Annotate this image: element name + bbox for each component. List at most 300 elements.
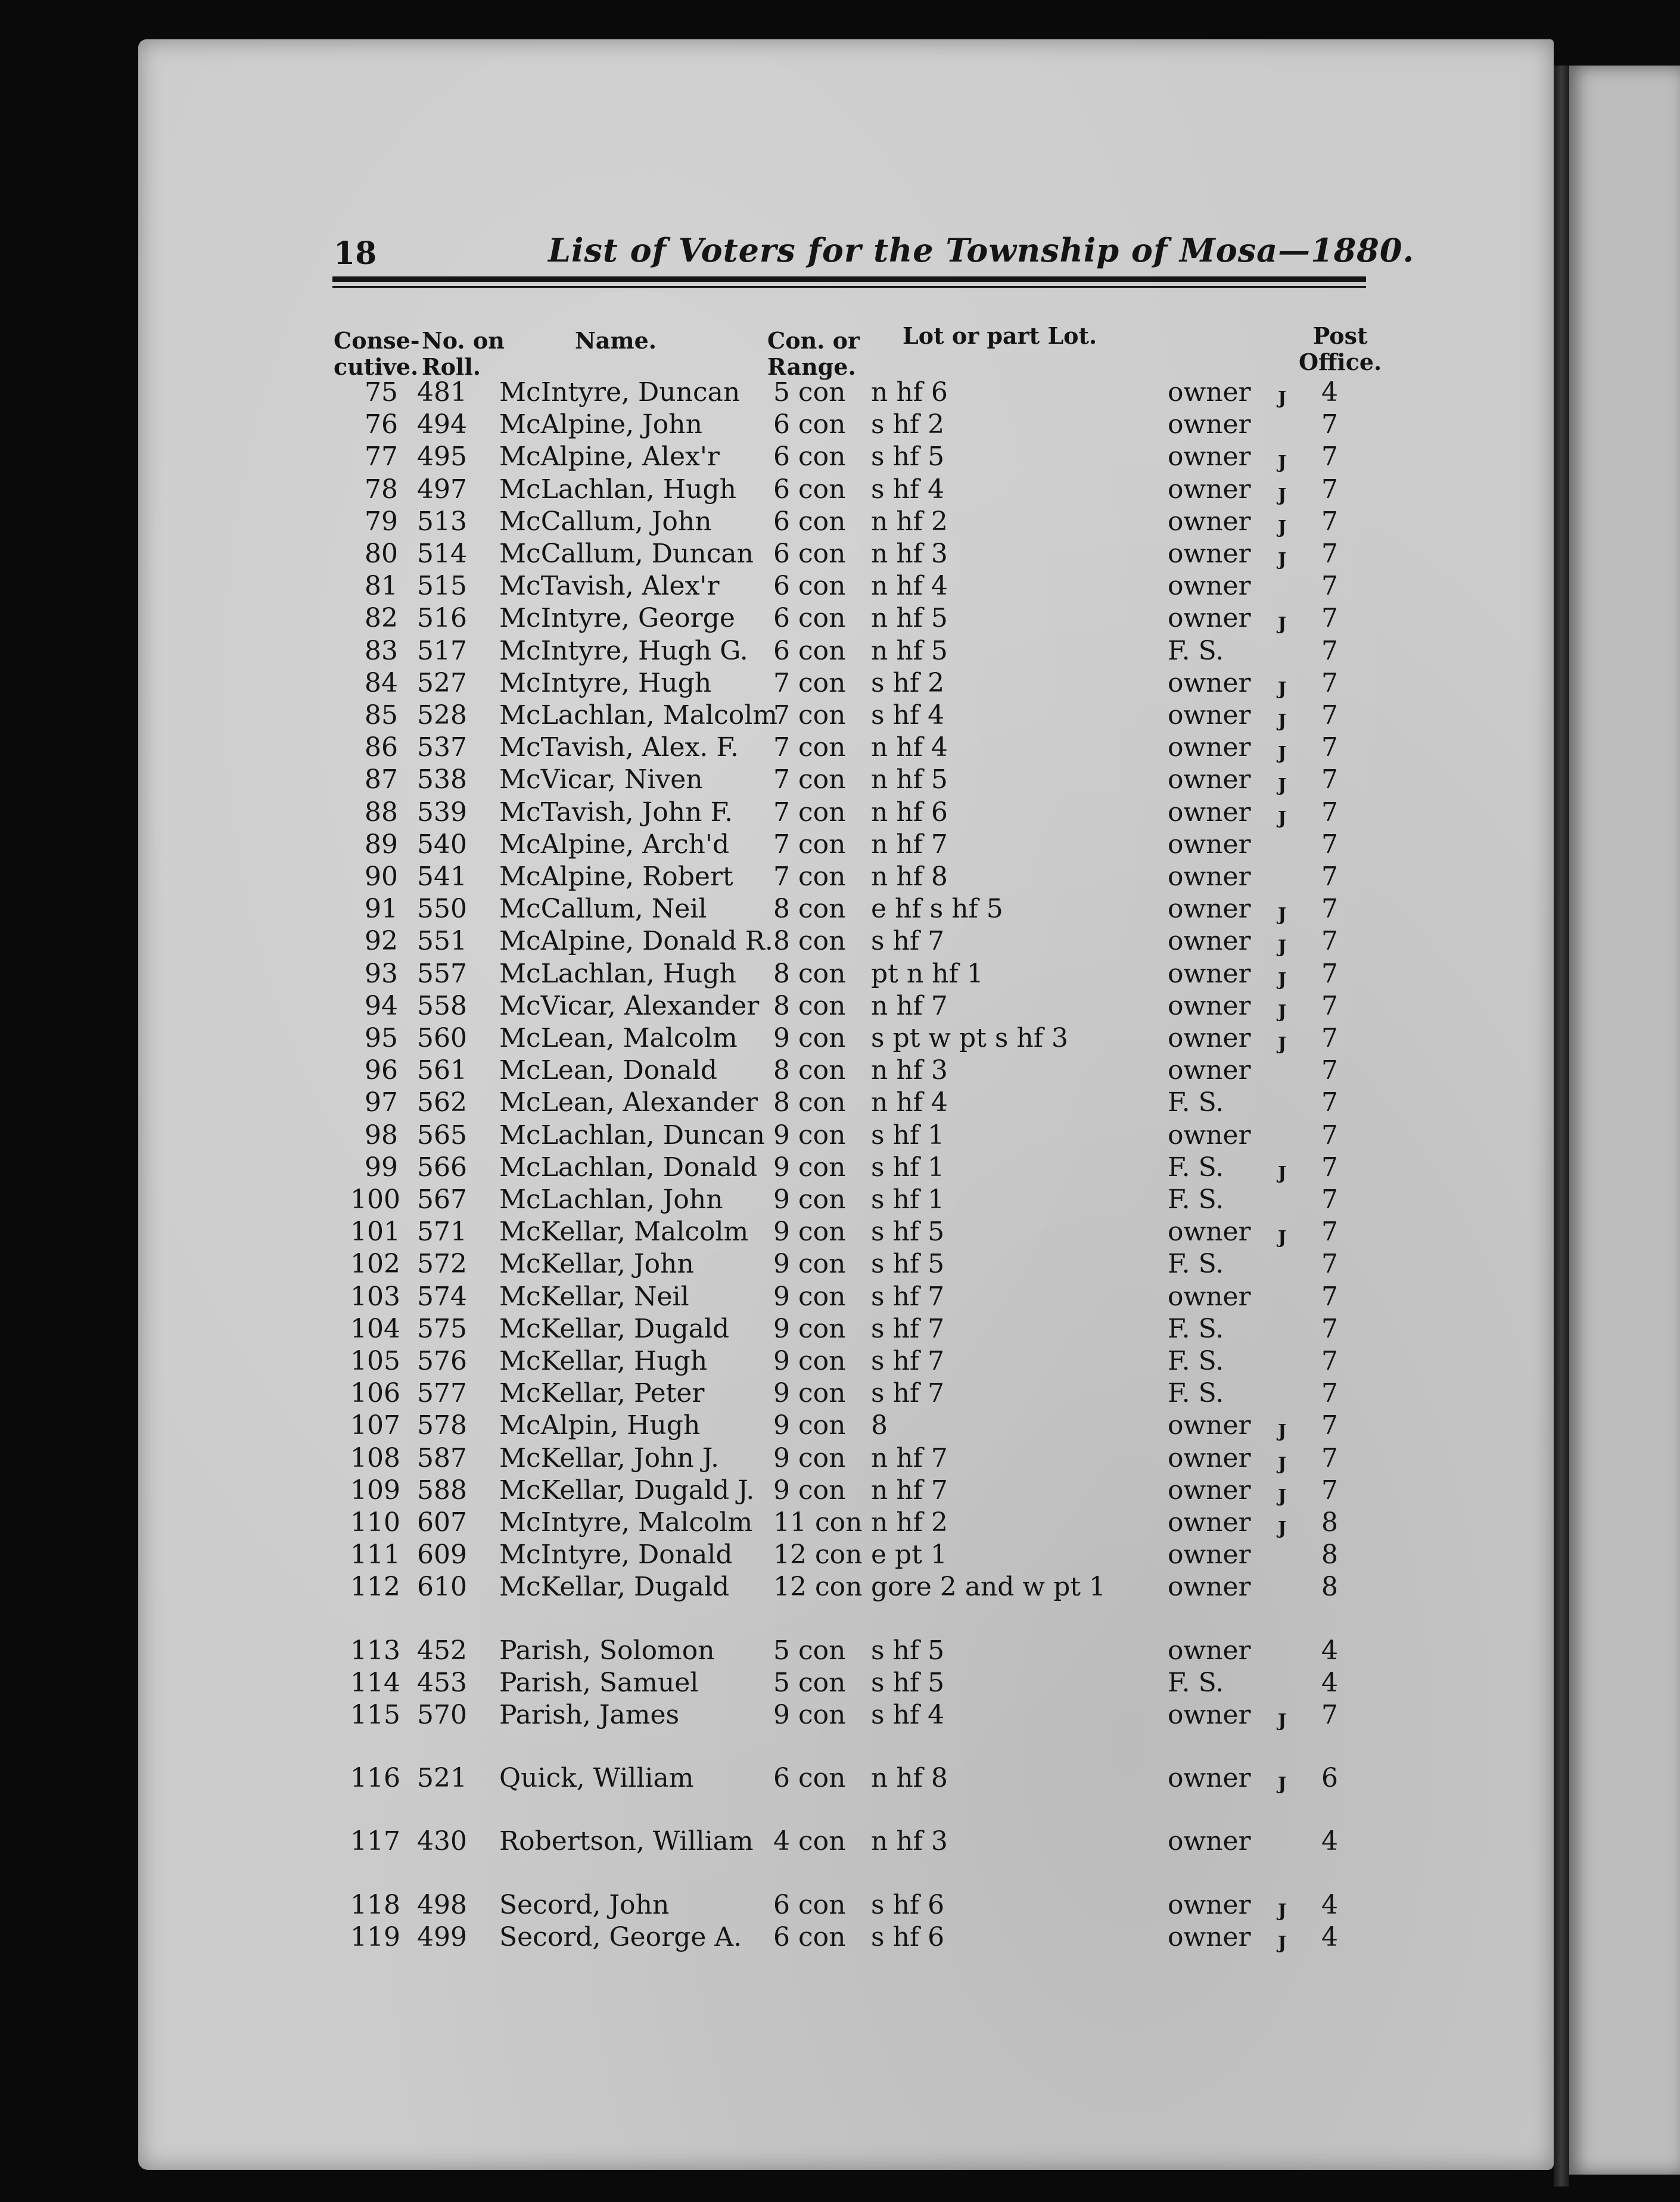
voter-status: owner (1168, 441, 1251, 472)
lot: n hf 2 (871, 1507, 948, 1538)
concession: 4 con (773, 1826, 846, 1856)
mark: J (1278, 1034, 1287, 1055)
lot: n hf 7 (871, 1443, 948, 1473)
consecutive-number: 86 (365, 732, 398, 763)
roll-number: 561 (417, 1055, 467, 1086)
post-office-number: 7 (1321, 1055, 1338, 1086)
concession: 9 con (773, 1700, 846, 1730)
roll-number: 576 (417, 1346, 467, 1376)
voter-name: McIntyre, Malcolm (499, 1507, 753, 1538)
voter-status: owner (1168, 894, 1251, 924)
col-header-roll (422, 328, 505, 380)
voter-name: McLachlan, Hugh (499, 959, 736, 989)
post-office-number: 7 (1321, 1475, 1338, 1506)
voter-name: McVicar, Niven (499, 764, 703, 795)
consecutive-number: 100 (350, 1184, 400, 1215)
voter-name: Robertson, William (499, 1826, 754, 1856)
lot: n hf 7 (871, 1475, 948, 1506)
voter-name: McVicar, Alexander (499, 991, 760, 1021)
lot: n hf 7 (871, 991, 948, 1021)
concession: 6 con (773, 1922, 846, 1952)
consecutive-number: 109 (350, 1475, 400, 1506)
concession: 7 con (773, 732, 846, 763)
roll-number: 550 (417, 894, 467, 924)
concession: 6 con (773, 441, 846, 472)
concession: 7 con (773, 829, 846, 860)
roll-number: 571 (417, 1217, 467, 1247)
roll-number: 495 (417, 441, 467, 472)
concession: 6 con (773, 603, 846, 633)
voter-status: owner (1168, 764, 1251, 795)
lot: n hf 7 (871, 829, 948, 860)
consecutive-number: 112 (350, 1572, 400, 1602)
mark: J (1278, 1774, 1287, 1794)
roll-number: 562 (417, 1087, 467, 1118)
lot: n hf 6 (871, 797, 948, 828)
post-office-number: 7 (1321, 700, 1338, 730)
post-office-number: 7 (1321, 571, 1338, 601)
lot: s hf 7 (871, 1346, 945, 1376)
lot: s hf 7 (871, 1314, 945, 1344)
mark: J (1278, 1002, 1287, 1022)
lot: s hf 1 (871, 1152, 945, 1183)
post-office-number: 7 (1321, 1249, 1338, 1279)
lot: n hf 2 (871, 506, 948, 537)
roll-number: 587 (417, 1443, 467, 1473)
post-office-number: 7 (1321, 539, 1338, 569)
mark: J (1278, 743, 1287, 764)
voter-status: owner (1168, 1635, 1251, 1666)
concession: 6 con (773, 506, 846, 537)
roll-number: 541 (417, 861, 467, 892)
consecutive-number: 99 (365, 1152, 398, 1183)
concession: 12 con (773, 1539, 863, 1570)
voter-status: owner (1168, 571, 1251, 601)
voter-name: McKellar, John J. (499, 1443, 719, 1473)
concession: 8 con (773, 1055, 846, 1086)
concession: 8 con (773, 926, 846, 956)
roll-number: 521 (417, 1763, 467, 1793)
voter-name: McIntyre, Donald (499, 1539, 733, 1570)
voter-status: owner (1168, 1120, 1251, 1150)
lot: s hf 5 (871, 1668, 945, 1698)
voter-name: Secord, John (499, 1890, 670, 1920)
voter-name: McTavish, John F. (499, 797, 733, 828)
mark: J (1278, 711, 1287, 732)
col-header-post-line1: Post (1312, 322, 1368, 349)
voter-name: McAlpine, John (499, 409, 702, 440)
lot: s hf 1 (871, 1120, 945, 1150)
consecutive-number: 78 (365, 474, 398, 505)
consecutive-number: 106 (350, 1378, 400, 1408)
consecutive-number: 105 (350, 1346, 400, 1376)
voter-status: owner (1168, 1826, 1251, 1856)
col-header-con (767, 328, 860, 380)
lot: gore 2 and w pt 1 (871, 1572, 1106, 1602)
roll-number: 494 (417, 409, 467, 440)
roll-number: 517 (417, 636, 467, 666)
concession: 9 con (773, 1217, 846, 1247)
voter-status: owner (1168, 409, 1251, 440)
post-office-number: 4 (1321, 1826, 1338, 1856)
lot: s hf 4 (871, 474, 945, 505)
voter-status: owner (1168, 1443, 1251, 1473)
concession: 9 con (773, 1475, 846, 1506)
concession: 9 con (773, 1282, 846, 1312)
consecutive-number: 110 (350, 1507, 400, 1538)
lot: n hf 8 (871, 1763, 948, 1793)
consecutive-number: 118 (350, 1890, 400, 1920)
voter-status: owner (1168, 829, 1251, 860)
post-office-number: 7 (1321, 1314, 1338, 1344)
lot: 8 (871, 1410, 888, 1441)
roll-number: 452 (417, 1635, 467, 1666)
post-office-number: 7 (1321, 1023, 1338, 1053)
voter-status: owner (1168, 1282, 1251, 1312)
voter-status: owner (1168, 1922, 1251, 1952)
consecutive-number: 88 (365, 797, 398, 828)
consecutive-number: 76 (365, 409, 398, 440)
voter-name: Parish, Samuel (499, 1668, 699, 1698)
voter-status: owner (1168, 959, 1251, 989)
roll-number: 610 (417, 1572, 467, 1602)
voter-name: McTavish, Alex. F. (499, 732, 739, 763)
mark: J (1278, 1163, 1287, 1184)
voter-name: Quick, William (499, 1763, 694, 1793)
roll-number: 570 (417, 1700, 467, 1730)
lot: s hf 5 (871, 1635, 945, 1666)
voter-status: F. S. (1168, 1314, 1224, 1344)
consecutive-number: 103 (350, 1282, 400, 1312)
post-office-number: 4 (1321, 1668, 1338, 1698)
concession: 7 con (773, 797, 846, 828)
post-office-number: 7 (1321, 1410, 1338, 1441)
mark: J (1278, 614, 1287, 635)
lot: s pt w pt s hf 3 (871, 1023, 1069, 1053)
lot: s hf 5 (871, 441, 945, 472)
post-office-number: 7 (1321, 1120, 1338, 1150)
post-office-number: 4 (1321, 377, 1338, 408)
roll-number: 539 (417, 797, 467, 828)
mark: J (1278, 937, 1287, 957)
mark: J (1278, 549, 1287, 570)
post-office-number: 7 (1321, 926, 1338, 956)
post-office-number: 7 (1321, 991, 1338, 1021)
concession: 6 con (773, 409, 846, 440)
voter-name: McIntyre, Duncan (499, 377, 741, 408)
lot: s hf 5 (871, 1249, 945, 1279)
consecutive-number: 87 (365, 764, 398, 795)
voter-status: F. S. (1168, 1346, 1224, 1376)
concession: 8 con (773, 894, 846, 924)
voter-name: McLachlan, John (499, 1184, 723, 1215)
post-office-number: 7 (1321, 1346, 1338, 1376)
concession: 7 con (773, 861, 846, 892)
voter-status: owner (1168, 474, 1251, 505)
mark: J (1278, 904, 1287, 925)
lot: n hf 4 (871, 732, 948, 763)
voter-status: owner (1168, 377, 1251, 408)
voter-status: owner (1168, 539, 1251, 569)
roll-number: 537 (417, 732, 467, 763)
voter-status: owner (1168, 1475, 1251, 1506)
voter-name: McAlpine, Robert (499, 861, 733, 892)
voter-name: McLean, Malcolm (499, 1023, 738, 1053)
lot: s hf 2 (871, 409, 945, 440)
concession: 5 con (773, 377, 846, 408)
lot: s hf 6 (871, 1922, 945, 1952)
concession: 12 con (773, 1572, 863, 1602)
col-header-lot: Lot or part Lot. (903, 322, 1097, 349)
concession: 6 con (773, 1763, 846, 1793)
roll-number: 516 (417, 603, 467, 633)
facing-page-edge (1569, 66, 1680, 2175)
lot: n hf 5 (871, 636, 948, 666)
lot: s hf 2 (871, 668, 945, 698)
consecutive-number: 102 (350, 1249, 400, 1279)
voter-status: owner (1168, 668, 1251, 698)
post-office-number: 6 (1321, 1763, 1338, 1793)
consecutive-number: 98 (365, 1120, 398, 1150)
post-office-number: 7 (1321, 1087, 1338, 1118)
voter-status: owner (1168, 1539, 1251, 1570)
consecutive-number: 94 (365, 991, 398, 1021)
lot: s hf 4 (871, 700, 945, 730)
concession: 8 con (773, 959, 846, 989)
voter-name: McLachlan, Malcolm (499, 700, 778, 730)
roll-number: 515 (417, 571, 467, 601)
lot: n hf 4 (871, 571, 948, 601)
lot: n hf 5 (871, 603, 948, 633)
voter-name: McKellar, Malcolm (499, 1217, 749, 1247)
voter-name: McIntyre, Hugh (499, 668, 712, 698)
consecutive-number: 79 (365, 506, 398, 537)
voter-status: F. S. (1168, 1087, 1224, 1118)
voter-name: Parish, Solomon (499, 1635, 715, 1666)
consecutive-number: 97 (365, 1087, 398, 1118)
concession: 5 con (773, 1668, 846, 1698)
mark: J (1278, 1454, 1287, 1475)
lot: n hf 6 (871, 377, 948, 408)
page-number: 18 (334, 235, 377, 272)
consecutive-number: 85 (365, 700, 398, 730)
roll-number: 498 (417, 1890, 467, 1920)
concession: 9 con (773, 1249, 846, 1279)
consecutive-number: 117 (350, 1826, 400, 1856)
voter-status: owner (1168, 732, 1251, 763)
post-office-number: 8 (1321, 1572, 1338, 1602)
voter-name: McKellar, John (499, 1249, 694, 1279)
voter-status: owner (1168, 1410, 1251, 1441)
mark: J (1278, 775, 1287, 796)
roll-number: 609 (417, 1539, 467, 1570)
voter-name: McKellar, Hugh (499, 1346, 708, 1376)
lot: s hf 7 (871, 1282, 945, 1312)
post-office-number: 4 (1321, 1922, 1338, 1952)
roll-number: 567 (417, 1184, 467, 1215)
consecutive-number: 90 (365, 861, 398, 892)
post-office-number: 7 (1321, 829, 1338, 860)
roll-number: 607 (417, 1507, 467, 1538)
concession: 7 con (773, 668, 846, 698)
roll-number: 499 (417, 1922, 467, 1952)
roll-number: 551 (417, 926, 467, 956)
post-office-number: 7 (1321, 797, 1338, 828)
lot: e hf s hf 5 (871, 894, 1003, 924)
roll-number: 528 (417, 700, 467, 730)
roll-number: 540 (417, 829, 467, 860)
roll-number: 557 (417, 959, 467, 989)
post-office-number: 7 (1321, 474, 1338, 505)
concession: 6 con (773, 636, 846, 666)
concession: 5 con (773, 1635, 846, 1666)
roll-number: 566 (417, 1152, 467, 1183)
roll-number: 538 (417, 764, 467, 795)
lot: s hf 1 (871, 1184, 945, 1215)
mark: J (1278, 969, 1287, 990)
post-office-number: 7 (1321, 1700, 1338, 1730)
post-office-number: 4 (1321, 1890, 1338, 1920)
post-office-number: 7 (1321, 409, 1338, 440)
concession: 8 con (773, 1087, 846, 1118)
voter-name: McIntyre, George (499, 603, 735, 633)
roll-number: 527 (417, 668, 467, 698)
lot: e pt 1 (871, 1539, 947, 1570)
lot: n hf 8 (871, 861, 948, 892)
col-header-post-line2: Office. (1299, 349, 1382, 375)
consecutive-number: 108 (350, 1443, 400, 1473)
lot: pt n hf 1 (871, 959, 984, 989)
voter-status: owner (1168, 797, 1251, 828)
mark: J (1278, 452, 1287, 473)
voter-name: McAlpin, Hugh (499, 1410, 701, 1441)
voter-name: Secord, George A. (499, 1922, 742, 1952)
post-office-number: 7 (1321, 636, 1338, 666)
consecutive-number: 93 (365, 959, 398, 989)
post-office-number: 7 (1321, 506, 1338, 537)
concession: 9 con (773, 1346, 846, 1376)
mark: J (1278, 1933, 1287, 1954)
consecutive-number: 81 (365, 571, 398, 601)
voter-status: owner (1168, 861, 1251, 892)
consecutive-number: 83 (365, 636, 398, 666)
consecutive-number: 96 (365, 1055, 398, 1086)
voter-status: owner (1168, 1700, 1251, 1730)
col-header-name: Name. (575, 327, 657, 354)
post-office-number: 7 (1321, 1217, 1338, 1247)
mark: J (1278, 1518, 1287, 1539)
voter-name: McIntyre, Hugh G. (499, 636, 748, 666)
concession: 9 con (773, 1314, 846, 1344)
post-office-number: 7 (1321, 764, 1338, 795)
voter-name: Parish, James (499, 1700, 680, 1730)
voter-name: McTavish, Alex'r (499, 571, 720, 601)
voter-status: owner (1168, 1763, 1251, 1793)
col-header-roll-line2: Roll. (422, 353, 481, 380)
post-office-number: 7 (1321, 959, 1338, 989)
voter-name: McKellar, Dugald (499, 1572, 730, 1602)
roll-number: 575 (417, 1314, 467, 1344)
concession: 11 con (773, 1507, 863, 1538)
voter-name: McAlpine, Arch'd (499, 829, 730, 860)
concession: 6 con (773, 474, 846, 505)
consecutive-number: 116 (350, 1763, 400, 1793)
voter-name: McKellar, Neil (499, 1282, 689, 1312)
voter-name: McAlpine, Donald R. (499, 926, 773, 956)
consecutive-number: 119 (350, 1922, 400, 1952)
mark: J (1278, 1486, 1287, 1507)
consecutive-number: 95 (365, 1023, 398, 1053)
consecutive-number: 114 (350, 1668, 400, 1698)
mark: J (1278, 388, 1287, 409)
consecutive-number: 113 (350, 1635, 400, 1666)
consecutive-number: 84 (365, 668, 398, 698)
voter-status: owner (1168, 1217, 1251, 1247)
roll-number: 565 (417, 1120, 467, 1150)
consecutive-number: 111 (350, 1539, 400, 1570)
voter-name: McCallum, John (499, 506, 712, 537)
concession: 9 con (773, 1120, 846, 1150)
lot: n hf 3 (871, 1826, 948, 1856)
roll-number: 578 (417, 1410, 467, 1441)
voter-name: McCallum, Neil (499, 894, 707, 924)
mark: J (1278, 1227, 1287, 1248)
post-office-number: 7 (1321, 861, 1338, 892)
voter-status: owner (1168, 1023, 1251, 1053)
post-office-number: 7 (1321, 894, 1338, 924)
concession: 8 con (773, 991, 846, 1021)
concession: 9 con (773, 1152, 846, 1183)
voter-name: McAlpine, Alex'r (499, 441, 720, 472)
lot: n hf 5 (871, 764, 948, 795)
post-office-number: 7 (1321, 441, 1338, 472)
concession: 9 con (773, 1443, 846, 1473)
book-binding-shadow (1554, 66, 1569, 2187)
consecutive-number: 107 (350, 1410, 400, 1441)
col-header-con-line1: Con. or (767, 327, 860, 354)
voter-name: McLean, Alexander (499, 1087, 758, 1118)
post-office-number: 8 (1321, 1507, 1338, 1538)
concession: 7 con (773, 700, 846, 730)
col-header-roll-line1: No. on (422, 327, 505, 354)
voter-status: F. S. (1168, 1668, 1224, 1698)
voter-status: owner (1168, 1890, 1251, 1920)
mark: J (1278, 808, 1287, 829)
roll-number: 574 (417, 1282, 467, 1312)
lot: s hf 5 (871, 1217, 945, 1247)
lot: s hf 6 (871, 1890, 945, 1920)
concession: 9 con (773, 1378, 846, 1408)
consecutive-number: 75 (365, 377, 398, 408)
post-office-number: 7 (1321, 1443, 1338, 1473)
voter-status: F. S. (1168, 636, 1224, 666)
voter-status: F. S. (1168, 1378, 1224, 1408)
concession: 6 con (773, 539, 846, 569)
mark: J (1278, 1901, 1287, 1921)
post-office-number: 4 (1321, 1635, 1338, 1666)
col-header-con-line2: Range. (767, 353, 856, 380)
mark: J (1278, 517, 1287, 538)
consecutive-number: 80 (365, 539, 398, 569)
voter-status: F. S. (1168, 1249, 1224, 1279)
post-office-number: 7 (1321, 732, 1338, 763)
voter-name: McCallum, Duncan (499, 539, 754, 569)
lot: n hf 4 (871, 1087, 948, 1118)
concession: 6 con (773, 571, 846, 601)
post-office-number: 8 (1321, 1539, 1338, 1570)
mark: J (1278, 679, 1287, 699)
consecutive-number: 82 (365, 603, 398, 633)
